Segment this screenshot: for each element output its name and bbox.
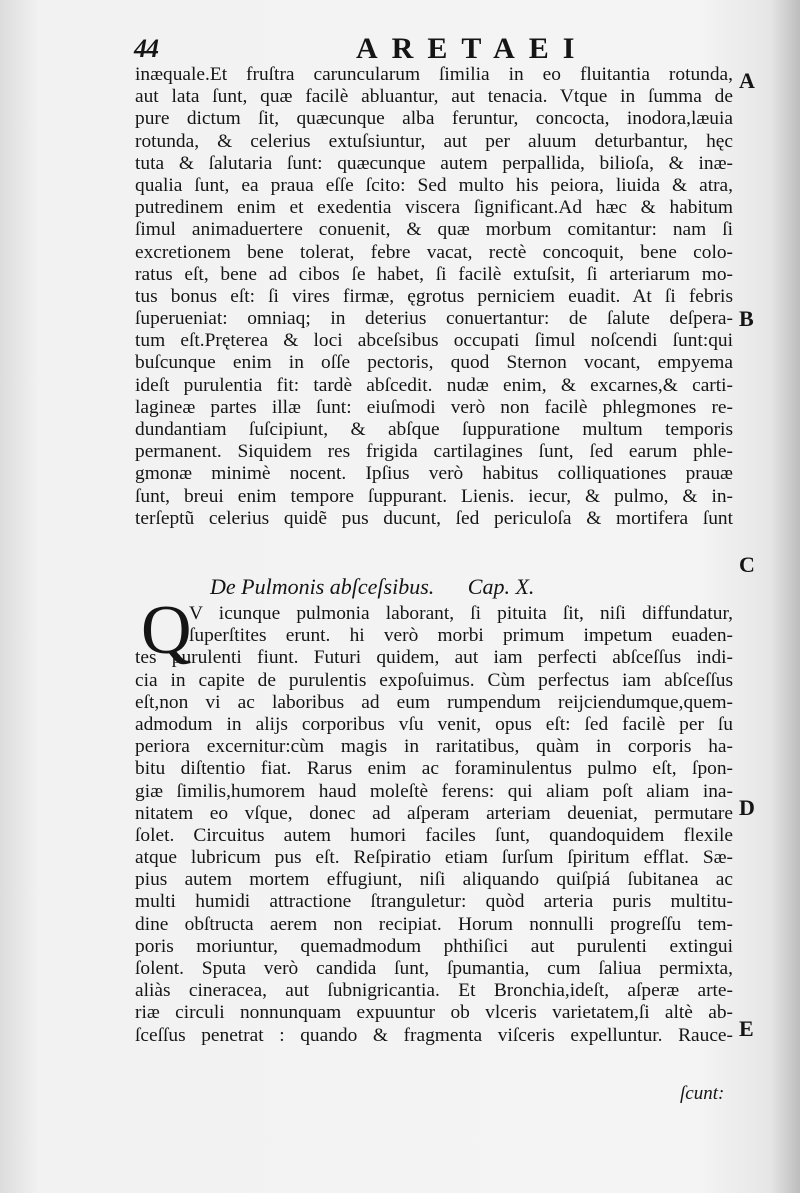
margin-letter-e: E	[739, 1016, 754, 1041]
text-line: ſolet. Circuitus autem humori faciles ſunt, quandoquidem flexile	[135, 824, 733, 846]
text-line: pure dictum ſit, quæcunque alba feruntur, concocta, inodora,læuia	[135, 108, 733, 130]
text-line: ratus eſt, bene ad cibos ſe habet, ſi facilè extuſsit, ſi arteriarum mo-	[135, 263, 733, 285]
text-line: ſimul animaduertere conuenit, & quæ morbum comitantur: nam ſi	[135, 219, 733, 241]
text-line: aliàs cineracea, aut ſubnigricantia. Et Bronchia,ideſt, aſperæ arte-	[135, 980, 733, 1002]
margin-letter-a: A	[739, 68, 755, 93]
text-line: eſt,non vi ac laboribus ad eum rumpendum reijciendumque,quem-	[135, 691, 733, 713]
text-line: ſuperueniat: omniaq; in deterius conuertantur: de ſalute deſpera-	[135, 308, 733, 330]
text-line: tum eſt.Pręterea & loci abceſsibus occupati ſimul noſcendi ſunt:qui	[135, 330, 733, 352]
text-line: excretionem bene tolerat, febre vacat, rectè concoquit, bene colo-	[135, 241, 733, 263]
text-line: permanent. Siquidem res frigida cartilagines ſunt, ſed earum phle-	[135, 441, 733, 463]
text-line: putredinem enim et exedentia viscera ſignificant.Ad hæc & habitum	[135, 197, 733, 219]
text-line: dine obſtructa aerem non recipiat. Horum nonnulli progreſſu tem-	[135, 913, 733, 935]
chapter-number: Cap. X.	[467, 574, 535, 599]
drop-cap-initial: Q	[141, 592, 192, 669]
text-line: pius autem mortem effugiunt, niſi aliquando quiſpiá ſubitanea ac	[135, 869, 733, 891]
text-line: poris moriuntur, quemadmodum phthiſici aut purulenti extingui	[135, 935, 733, 957]
text-line: ideſt purulentia fit: tardè abſcedit. nudæ enim, & excarnes,& carti-	[135, 374, 733, 396]
text-line: lagineæ partes illæ ſunt: eiuſmodi verò non facilè phlegmones re-	[135, 396, 733, 418]
chapter-title: De Pulmonis abſceſsibus.	[210, 574, 435, 599]
text-line: cia in capite de purulentis expoſuimus. Cùm perfectus iam abſceſſus	[135, 669, 733, 691]
chapter-heading	[210, 574, 710, 600]
text-line: gmonæ minimè nocent. Ipſius verò habitus colliquationes prauæ	[135, 463, 733, 485]
text-line: riæ circuli nonnunquam expuuntur ob vlceris varietatem,ſi altè ab-	[135, 1002, 733, 1024]
text-section-1	[135, 64, 733, 530]
margin-letter-b: B	[739, 306, 754, 331]
text-line: ſunt, breui enim tempore ſuppurant. Lienis. iecur, & pulmo, & in-	[135, 485, 733, 507]
page-number: 44	[134, 34, 158, 63]
text-section-2	[135, 603, 733, 1047]
catchword: ſcunt:	[680, 1083, 725, 1104]
text-line: rotunda, & celerius extuſsiuntur, aut per aluum deturbantur, hęc	[135, 130, 733, 152]
text-line: tuta & ſalutaria ſunt: quæcunque autem perpallida, bilioſa, & inæ-	[135, 152, 733, 174]
text-line: multi humidi attractione ſtranguletur: quòd arteria puris multitu-	[135, 891, 733, 913]
text-line: V icunque pulmonia laborant, ſi pituita ſit, niſi diffundatur,	[189, 603, 733, 624]
text-line: aut lata ſunt, quæ facilè abluantur, aut tenacia. Vtque in ſumma de	[135, 86, 733, 108]
text-line: ſuperſtites erunt. hi verò morbi primum impetum euaden-	[189, 625, 733, 647]
margin-letter-d: D	[739, 795, 755, 820]
text-line: admodum in alijs corporibus vſu venit, opus eſt: ſed facilè per ſu	[135, 713, 733, 735]
text-line: atque lubricum pus eſt. Reſpiratio etiam ſurſum ſpiritum efflat. Sæ-	[135, 847, 733, 869]
text-line: tes purulenti fiunt. Futuri quidem, aut iam perfecti abſceſſus indi-	[135, 647, 733, 669]
running-title: ARETAEI	[356, 32, 589, 65]
text-line: buſcunque enim in oſſe pectoris, quod Sternon vocant, empyema	[135, 352, 733, 374]
text-line: qualia ſunt, ea praua eſſe ſcito: Sed multo his peiora, liuida & atra,	[135, 174, 733, 196]
text-line: tus bonus eſt: ſi vires firmæ, ęgrotus perniciem euadit. At ſi febris	[135, 285, 733, 307]
text-line: nitatem eo vſque, donec ad aſperam arteriam deueniat, permutare	[135, 802, 733, 824]
text-line: terſeptũ celerius quidẽ pus ducunt, ſed periculoſa & mortifera ſunt	[135, 507, 733, 529]
text-line: inæquale.Et fruſtra caruncularum ſimilia in eo fluitantia rotunda,	[135, 64, 733, 85]
text-line: ſolent. Sputa verò candida ſunt, ſpumantia, cum ſaliua permixta,	[135, 958, 733, 979]
margin-letter-c: C	[739, 552, 755, 577]
text-line: giæ ſimilis,humorem haud moleſtè ferens: qui aliam poſt aliam ina-	[135, 780, 733, 802]
text-line: ſceſſus penetrat : quando & fragmenta viſceris expelluntur. Rauce-	[135, 1024, 733, 1046]
text-line: bitu diſtentio fiat. Rarus enim ac foraminulentus pulmo eſt, ſpon-	[135, 758, 733, 780]
text-line: periora excernitur:cùm magis in raritatibus, quàm in corporis ha-	[135, 736, 733, 758]
text-line: dundantiam ſuſcipiunt, & abſque ſuppuratione multum temporis	[135, 419, 733, 440]
